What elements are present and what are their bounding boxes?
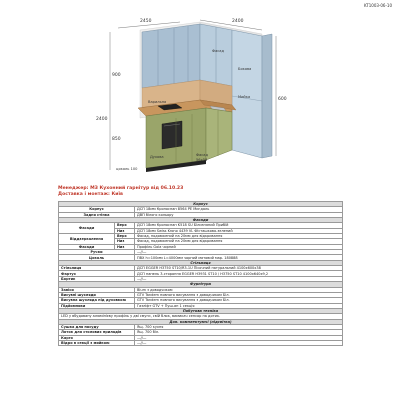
spec-sheet — [58, 201, 342, 346]
row-value: —//— — [135, 250, 343, 255]
row-key: Відро в секції з мийкою — [59, 340, 135, 345]
section-extras: Доп. комплектуючі (підсвітка) — [59, 319, 343, 324]
row-subkey: Верх — [115, 234, 135, 239]
row-key: Висувні шухляди — [59, 292, 135, 297]
row-key: Цоколь — [59, 255, 135, 260]
facade-lower-label: Фасад — [196, 153, 208, 157]
row-key: Бортик — [59, 276, 135, 281]
row-value: Ящ. 700 біл. — [135, 330, 343, 335]
row-key: Стільниця — [59, 266, 135, 271]
row-subkey: Низ — [115, 244, 135, 249]
row-subkey: Низ — [115, 228, 135, 233]
sink-label: Мийка — [238, 95, 251, 99]
dim-width-right: 2400 — [232, 19, 244, 24]
row-key: Ручки — [59, 250, 135, 255]
oven-label: Духова — [150, 155, 164, 159]
order-manager-line: Менеджер: МЗ Кухонний гарнітур від 06.10.23 — [58, 186, 184, 191]
dim-lower: 850 — [112, 137, 121, 142]
row-key: Карго — [59, 335, 135, 340]
row-key: Фартух — [59, 271, 135, 276]
row-key: Фасади — [59, 223, 115, 234]
section-facades: Фасади — [59, 218, 343, 223]
order-header — [58, 186, 183, 198]
row-value: GTV Tandem повного висування з доводчиком Біл. — [135, 298, 343, 303]
section-body: Корпус — [59, 202, 343, 207]
row-value: Фасад, подовжений на 20мм для відкривання — [135, 234, 343, 239]
plinth-label: цоколь 100 — [116, 167, 138, 171]
row-value: GTV Tandem повного висування з доводчиком Біл. — [135, 292, 343, 297]
row-value: ДСП 18мм Swiss Krono 4439 VL Фісташково-зелений — [135, 228, 343, 233]
facade-size-label: 56х58 — [196, 158, 208, 162]
row-value: ПВХ h=100мм L=4000мм чорний матовий мар. 180888 — [135, 255, 343, 260]
row-subkey: Верх — [115, 223, 135, 228]
kitchen-drawing — [0, 0, 400, 182]
dim-depth: 600 — [278, 97, 287, 102]
side-label: Бокова — [238, 67, 252, 71]
row-value: ДСП 18мм Кроноспан K518 SU Білизняний Прибій — [135, 223, 343, 228]
row-value: Газліфт GTV + Пуш-ап 1 секція — [135, 303, 343, 308]
section-countertops: Стільниця — [59, 260, 343, 265]
section-appliances: Побутова техніка — [59, 308, 343, 313]
row-value: —//— — [135, 335, 343, 340]
table-row — [59, 340, 343, 345]
row-value: Фасад, подовжений на 20мм для відкривання — [135, 239, 343, 244]
facade-upper-label: Фасад — [212, 49, 224, 53]
row-value: ДСП 18мм Кроноспан 8564 PE Мигдаль — [135, 207, 343, 212]
section-hardware: Фурнітура — [59, 282, 343, 287]
appliances-text: LED у вбудовану алюмінієву профіль у дві смуги, свій блок, вимикач сенсор на дотик. — [59, 314, 343, 319]
dim-width-left: 2450 — [140, 19, 152, 24]
row-key: Фасади — [59, 244, 115, 249]
dim-upper: 900 — [112, 73, 121, 78]
row-key: Висувна шухляда під духовкою — [59, 298, 135, 303]
row-value: ДСП EGGER H3750 ST10/R3-1U Пісочний натуральний 4100х600х38 — [135, 266, 343, 271]
row-value: Ящ. 700 кухня — [135, 324, 343, 329]
row-key: Підйомники — [59, 303, 135, 308]
row-key: Корпус — [59, 207, 135, 212]
spec-table — [58, 201, 343, 346]
hob-label: Варильна — [148, 100, 167, 104]
delivery-line: Доставка і монтаж: Київ — [58, 192, 123, 197]
row-value: —//— — [135, 276, 343, 281]
row-key: Задня стінка — [59, 212, 135, 217]
row-value: Профіль Gola чорний — [135, 244, 343, 249]
kitchen-3d-render — [0, 0, 400, 182]
row-value: —//— — [135, 340, 343, 345]
row-subkey: Низ — [115, 239, 135, 244]
row-value: ДВП білого кольору — [135, 212, 343, 217]
row-value: ДСП панель 3-стороння EGGER H3931 ST10 / H3750 ST10 4100х640х9,2 — [135, 271, 343, 276]
dim-height: 2400 — [96, 117, 108, 122]
row-key: Віддзеркалення — [59, 234, 115, 245]
row-value: Blum з доводчиком — [135, 287, 343, 292]
row-key: Лоток для столових приладів — [59, 330, 135, 335]
row-key: Завіси — [59, 287, 135, 292]
row-key: Сушка для посуду — [59, 324, 135, 329]
page-code: KT1003-06-10 — [363, 3, 392, 8]
